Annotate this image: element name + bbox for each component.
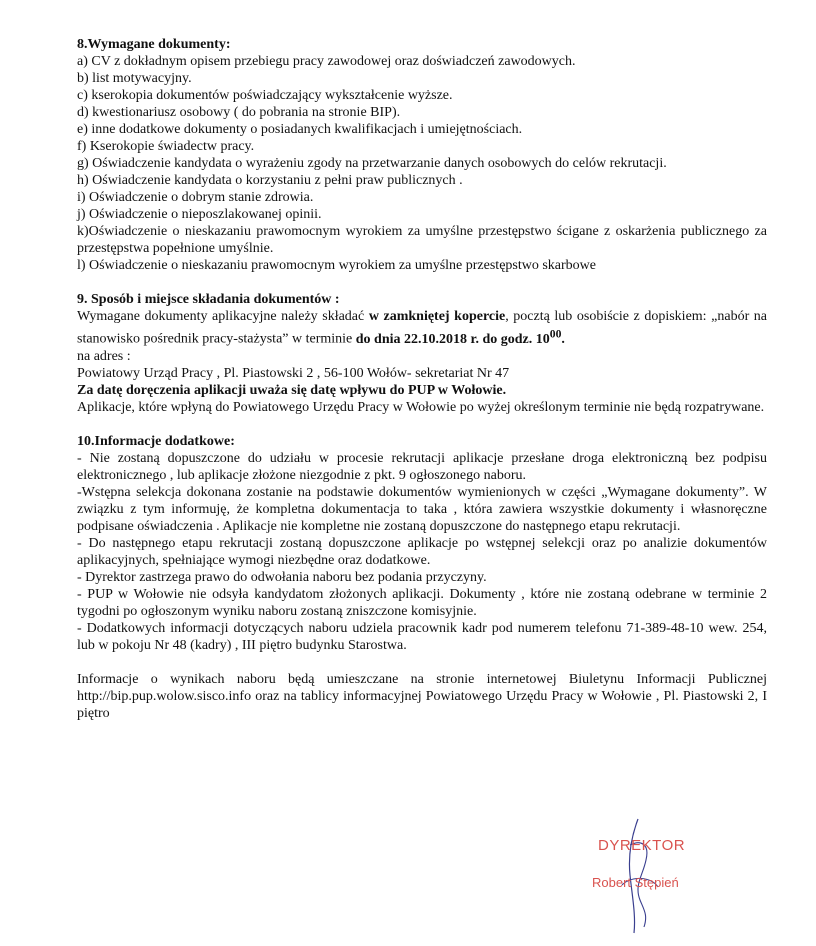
section-9-text-c: , pocztą lub osobiście z dopiskiem: „nabór na stanowisko pośrednik pracy-stażysta” w terminie bbox=[77, 309, 768, 347]
section-8-item-k: k)Oświadczenie o nieskazaniu prawomocnym wyrokiem za umyślne przestępstwo ścigane z oskarżenia publicznego za przestępstwa popełnione umyślnie. bbox=[77, 224, 767, 256]
section-10-item-6: - Dodatkowych informacji dotyczących naboru udziela pracownik kadr pod numerem telefonu 71-389-48-10 wew. 254, lub w pokoju Nr 48 (kadry) , III piętro budynku Starostwa. bbox=[77, 620, 767, 653]
section-9-deadline-period: . bbox=[561, 331, 565, 347]
director-stamp-signature bbox=[580, 815, 730, 935]
section-8-item-b: b) list motywacyjny. bbox=[77, 71, 192, 86]
section-10-item-4: - Dyrektor zastrzega prawo do odwołania naboru bez podania przyczyny. bbox=[77, 569, 487, 585]
section-10-item-2: -Wstępna selekcja dokonana zostanie na podstawie dokumentów wymienionych w części „Wymagane dokumenty”. W związku z tym informuję, że kompletna dokumentacja to taka , która zawiera wszystkie dokumenty i własnoręczne podpisane oświadczenia . Aplikacje nie kompletne nie zostaną dopuszczone do następnego etapu rekrutacji. bbox=[77, 484, 767, 534]
section-8-item-a: a) CV z dokładnym opisem przebiegu pracy zawodowej oraz doświadczeń zawodowych. bbox=[77, 54, 576, 69]
section-8-item-j: j) Oświadczenie o nieposzlakowanej opinii. bbox=[77, 207, 322, 222]
section-9-paragraph-1 bbox=[77, 308, 767, 348]
section-9-text-a: Wymagane dokumenty aplikacyjne należy składać bbox=[77, 309, 369, 324]
section-8-item-f: f) Kserokopie świadectw pracy. bbox=[77, 139, 255, 154]
section-9-heading: 9. Sposób i miejsce składania dokumentów : bbox=[77, 292, 340, 307]
section-10-item-1: - Nie zostaną dopuszczone do udziału w procesie rekrutacji aplikacje przesłane droga elektroniczną bez podpisu elektronicznego , lub aplikacje złożone niezgodnie z pkt. 9 ogłoszonego naboru. bbox=[77, 450, 767, 483]
document-body bbox=[77, 36, 767, 722]
section-9-na-adres: na adres : bbox=[77, 348, 131, 364]
section-8-item-c: c) kserokopia dokumentów poświadczający wykształcenie wyższe. bbox=[77, 88, 453, 103]
section-9-deadline-text: do dnia 22.10.2018 r. do godz. 10 bbox=[355, 331, 550, 347]
section-9-deadline bbox=[355, 327, 565, 347]
section-9-emphasis-envelope: w zamkniętej kopercie bbox=[368, 309, 506, 324]
section-8-item-e: e) inne dodatkowe dokumenty o posiadanych kwalifikacjach i umiejętnościach. bbox=[77, 122, 523, 137]
stamp-title: DYREKTOR bbox=[598, 837, 686, 854]
stamp-name: Robert Stępień bbox=[592, 875, 679, 890]
section-9-delivery-date-note: Za datę doręczenia aplikacji uważa się datę wpływu do PUP w Wołowie. bbox=[77, 382, 507, 398]
section-9-paragraph-2: Aplikacje, które wpłyną do Powiatowego Urzędu Pracy w Wołowie po wyżej określonym terminie nie będą rozpatrywane. bbox=[77, 399, 765, 415]
closing-paragraph: Informacje o wynikach naboru będą umieszczane na stronie internetowej Biuletynu Informacji Publicznej http://bip.pup.wolow.sisco.info oraz na tablicy informacyjnej Powiatowego Urzędu Pracy w Wołowie , Pl. Piastowski 2, I piętro bbox=[77, 671, 767, 721]
section-8-heading: 8.Wymagane dokumenty: bbox=[77, 37, 231, 52]
section-10-item-5: - PUP w Wołowie nie odsyła kandydatom złożonych aplikacji. Dokumenty , które nie zostaną odebrane w terminie 2 tygodni po ogłoszonym wyniku naboru zostaną zniszczone komisyjnie. bbox=[77, 586, 767, 619]
section-8-item-l: l) Oświadczenie o nieskazaniu prawomocnym wyrokiem za umyślne przestępstwo skarbowe bbox=[77, 258, 597, 273]
section-9-address: Powiatowy Urząd Pracy , Pl. Piastowski 2 , 56-100 Wołów- sekretariat Nr 47 bbox=[77, 365, 510, 381]
section-9-deadline-minutes: 00 bbox=[549, 327, 562, 340]
section-10-heading: 10.Informacje dodatkowe: bbox=[77, 433, 235, 449]
section-8-item-h: h) Oświadczenie kandydata o korzystaniu z pełni praw publicznych . bbox=[77, 173, 463, 188]
section-10-item-3: - Do następnego etapu rekrutacji zostaną dopuszczone aplikacje po wstępnej selekcji oraz po analizie dokumentów aplikacyjnych, spełniające wymogi niezbędne oraz dodatkowe. bbox=[77, 535, 767, 568]
section-8-item-i: i) Oświadczenie o dobrym stanie zdrowia. bbox=[77, 190, 314, 205]
section-8-item-g: g) Oświadczenie kandydata o wyrażeniu zgody na przetwarzanie danych osobowych do celów rekrutacji. bbox=[77, 156, 667, 171]
section-8-item-d: d) kwestionariusz osobowy ( do pobrania na stronie BIP). bbox=[77, 105, 401, 120]
